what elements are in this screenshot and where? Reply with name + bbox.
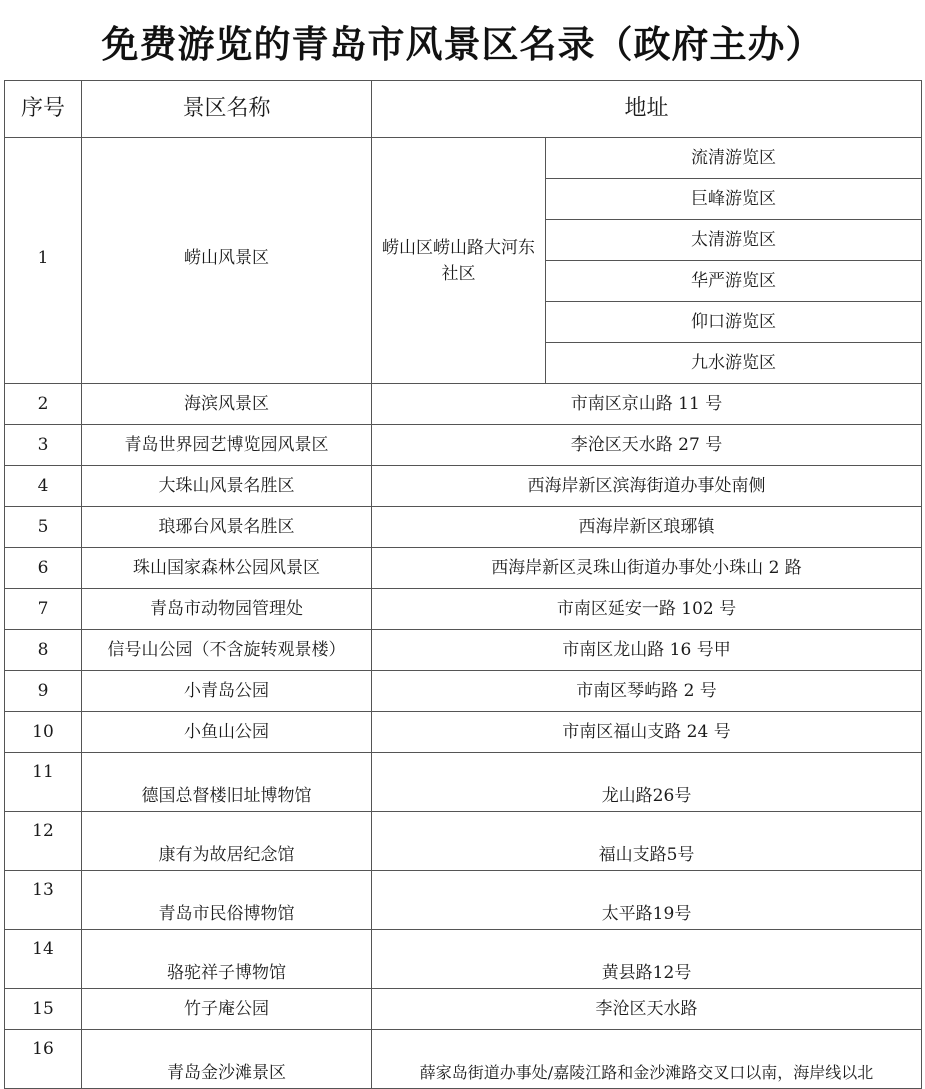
table-row-laoshan: [5, 138, 922, 179]
row-address: 市南区福山支路 24 号: [372, 712, 922, 753]
page-title: 免费游览的青岛市风景区名录（政府主办）: [101, 23, 824, 66]
row-address: 西海岸新区琅琊镇: [372, 507, 922, 548]
row-address: 市南区龙山路 16 号甲: [372, 630, 922, 671]
row-name: 大珠山风景名胜区: [82, 466, 372, 507]
row-no: 2: [5, 384, 82, 425]
row-address: 市南区琴屿路 2 号: [372, 671, 922, 712]
row-name: 青岛市民俗博物馆: [82, 871, 372, 930]
row-no: 3: [5, 425, 82, 466]
row-address: 龙山路26号: [372, 753, 922, 812]
table-row: [5, 548, 922, 589]
laoshan-sub-area: 仰口游览区: [546, 302, 922, 343]
row-address: 市南区京山路 11 号: [372, 384, 922, 425]
row-no: 7: [5, 589, 82, 630]
table-row: [5, 507, 922, 548]
table-row: [5, 630, 922, 671]
row-name: 青岛市动物园管理处: [82, 589, 372, 630]
header-name: 景区名称: [82, 81, 372, 138]
row-no: 16: [5, 1030, 82, 1089]
row-name: 海滨风景区: [82, 384, 372, 425]
laoshan-sub-area: 流清游览区: [546, 138, 922, 179]
laoshan-sub-area: 太清游览区: [546, 220, 922, 261]
row-address: 李沧区天水路: [372, 989, 922, 1030]
table-row: [5, 812, 922, 871]
laoshan-sub-area: 九水游览区: [546, 343, 922, 384]
row-name: 康有为故居纪念馆: [82, 812, 372, 871]
table-row: [5, 989, 922, 1030]
row-name: 德国总督楼旧址博物馆: [82, 753, 372, 812]
row-address: 黄县路12号: [372, 930, 922, 989]
laoshan-address: 崂山区崂山路大河东社区: [372, 138, 546, 384]
row-no: 14: [5, 930, 82, 989]
row-name: 小青岛公园: [82, 671, 372, 712]
row-address: 太平路19号: [372, 871, 922, 930]
row-no: 5: [5, 507, 82, 548]
row-no: 6: [5, 548, 82, 589]
table-row: [5, 1030, 922, 1089]
table-row: [5, 871, 922, 930]
row-address: 西海岸新区滨海街道办事处南侧: [372, 466, 922, 507]
row-no: 4: [5, 466, 82, 507]
row-no: 15: [5, 989, 82, 1030]
table-row: [5, 589, 922, 630]
table-row: [5, 753, 922, 812]
row-name: 青岛金沙滩景区: [82, 1030, 372, 1089]
row-address: 西海岸新区灵珠山街道办事处小珠山 2 路: [372, 548, 922, 589]
row-no: 8: [5, 630, 82, 671]
header-address: 地址: [372, 81, 922, 138]
row-name: 竹子庵公园: [82, 989, 372, 1030]
laoshan-no: 1: [5, 138, 82, 384]
table-row: [5, 466, 922, 507]
row-name: 小鱼山公园: [82, 712, 372, 753]
row-name: 珠山国家森林公园风景区: [82, 548, 372, 589]
row-address: 市南区延安一路 102 号: [372, 589, 922, 630]
table-header-row: [5, 81, 922, 138]
row-address: 福山支路5号: [372, 812, 922, 871]
table-row: [5, 384, 922, 425]
row-name: 骆驼祥子博物馆: [82, 930, 372, 989]
table-row: [5, 930, 922, 989]
row-name: 青岛世界园艺博览园风景区: [82, 425, 372, 466]
table-row: [5, 425, 922, 466]
laoshan-sub-area: 华严游览区: [546, 261, 922, 302]
row-address: 薛家岛街道办事处/嘉陵江路和金沙滩路交叉口以南，海岸线以北: [372, 1030, 922, 1089]
table-row: [5, 671, 922, 712]
laoshan-sub-area: 巨峰游览区: [546, 179, 922, 220]
row-name: 琅琊台风景名胜区: [82, 507, 372, 548]
laoshan-name: 崂山风景区: [82, 138, 372, 384]
header-no: 序号: [5, 81, 82, 138]
row-no: 11: [5, 753, 82, 812]
row-address: 李沧区天水路 27 号: [372, 425, 922, 466]
row-no: 13: [5, 871, 82, 930]
row-no: 10: [5, 712, 82, 753]
scenic-area-table: [4, 80, 922, 1089]
row-name: 信号山公园（不含旋转观景楼）: [82, 630, 372, 671]
row-no: 9: [5, 671, 82, 712]
table-row: [5, 712, 922, 753]
row-no: 12: [5, 812, 82, 871]
